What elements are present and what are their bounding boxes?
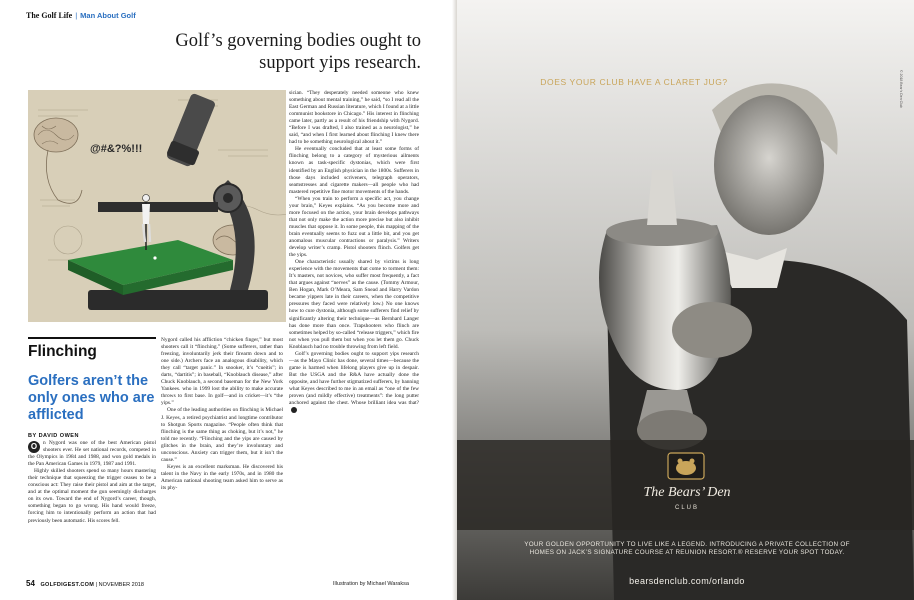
- brand-name: The Bears’ Den: [643, 485, 731, 500]
- ad-body-copy: YOUR GOLDEN OPPORTUNITY TO LIVE LIKE A LEGEND. INTRODUCING A PRIVATE COLLECTION OF HOMES ON JACK’S SIGNATURE COURSE AT REUNION RESORT.® RESERVE YOUR SPOT TODAY.: [524, 541, 850, 557]
- story-headline: Golfers aren’t the only ones who are afflicted: [28, 373, 155, 423]
- story-head: [28, 337, 156, 439]
- subsection-name: Man About Golf: [80, 11, 136, 20]
- paragraph: Nygord called his affliction “chicken finger,” but most shooters call it “flinching.” (Some sufferers, rather than freezing, involuntarily jerk their firearm down and to one side.) Archers face an analogous disability, which they call “target panic.” In snooker, it’s “cueitis”; in darts, “dartitis”; in baseball, “Knoblauch disease,” after Chuck Knoblauch, a second baseman for the New York Yankees. who in 1999 lost the ability to make accurate throws to first base. In golf—and in cricket—it’s “the yips.”: [161, 337, 283, 407]
- paragraph: “When you train to perform a specific act, you change your brain,” Keyes explains. “As you become more and more focused on the action, your brain develops pathways that not only make the action more precise but also inhibit muscles that oppose it. In some people, this mapping of the brain eventually seems to fuzz out a little bit, and you get anomalous muscular contractions or paralysis.” Writers develop writer’s cramp. Pistol shooters flinch. Golfers get the yips.: [289, 195, 419, 259]
- ad-url[interactable]: bearsdenclub.com/orlando: [629, 576, 745, 586]
- paragraph: O n Nygord was one of the best American pistol shooters ever. He set national records, competed in the Olympics in 1984 and 1988, and won gold medals in the Pan American Games in 1979, 1987 and 1991.: [28, 440, 156, 468]
- article-deck: Golf’s governing bodies ought to support yips research.: [175, 31, 421, 73]
- bear-logo-icon: [667, 452, 705, 480]
- article-column-2: [161, 337, 283, 492]
- paragraph: Golf’s governing bodies ought to support yips research—as the Mayo Clinic has done, several times—because the game is harmed when lifelong players give up in despair. But the USGA and the R&A have actually done the opposite, and have further stigmatized sufferers, by banning what Keyes described to me in an email as “one of the few proven (and mildly effective) treatments”: the long putter anchored against the chest. Whose brilliant idea was that?: [289, 351, 419, 415]
- illustration-credit: Illustration by Michael Waraksa: [333, 581, 409, 587]
- article-column-1: [28, 440, 156, 525]
- end-mark-icon: [291, 407, 297, 413]
- photo-credit: © 2018 Bear’s Den Club: [899, 70, 903, 108]
- paragraph: Highly skilled shooters spend so many hours mastering their technique that squeezing the trigger ceases to be a conscious act: They raise their pistol and aim at the target, and at the optimal moment the gun seemingly discharges on its own. Toward the end of Nygord’s career, though, something began to go wrong. His hand would freeze, forcing him to intentionally perform an action that had previously been automatic. His scores fell.: [28, 468, 156, 524]
- article-column-3: [289, 90, 419, 414]
- page-number: 54: [26, 579, 35, 588]
- paragraph: sician. “They desperately needed someone who knew something about mental training,” he said, “so I read all the East German and Russian literature, which I found at a little communist bookstore in Chicago.” His interest in flinching came later, partly as a result of his friendship with Nygord. “Before I was drafted, I also trained as a neurologist,” he said, “and when I first learned about flinching I knew there had to be something neurological about it.”: [289, 90, 419, 146]
- paragraph: He eventually concluded that at least some forms of flinching belong to a category of mysterious ailments known as task-specific dystonias, which were first identified by an English physician in the 1800s. Sufferers in those days included scriveners, telegraph operators, seamstresses and cigarette makers—all people who had mastered repetitive fine motor movements of the hands.: [289, 146, 419, 195]
- folio-issue: NOVEMBER 2018: [98, 582, 144, 588]
- section-header: [26, 11, 136, 20]
- microscope-golfer-illustration: [28, 90, 286, 322]
- brand-club: CLUB: [674, 505, 699, 511]
- dropcap: O: [28, 441, 40, 453]
- advertisement-page: [457, 0, 914, 600]
- header-divider: |: [75, 11, 78, 20]
- paragraph: One of the leading authorities on flinching is Michael J. Keyes, a retired psychiatrist and longtime contributor to Shotgun Sports magazine. “People often think that flinching is the same thing as choking, but it’s not,” he told me recently. “Flinching and the yips are caused by glitches in the brain, and they’re involuntary and unconscious. Anxiety can trigger them, but it isn’t the cause.”: [161, 407, 283, 463]
- story-byline: BY DAVID OWEN: [28, 433, 79, 439]
- ad-question: DOES YOUR CLUB HAVE A CLARET JUG?: [540, 77, 728, 87]
- section-name: The Golf Life: [26, 11, 73, 20]
- paragraph: Keyes is an excellent marksman. He discovered his talent in the Navy in the early 1970s, and in 1980 the American national shooting team asked him to serve as its phy-: [161, 463, 283, 491]
- article-illustration: [28, 90, 286, 322]
- folio-site: GOLFDIGEST.COM: [40, 582, 95, 588]
- folio-divider: |: [95, 582, 99, 588]
- paragraph: One characteristic usually shared by victims is long experience with the movements that come to torment them: It’s masters, not novices, who suffer most frequently, a fact that argues against “nerves” as the cause. (Tommy Armour, Ben Hogan, Mark O’Meara, Sam Snead and Harry Vardon became yippers late in their careers, when the competitive pressures they faced were relatively low.) No one knows how to cure dystonia, although some sufferers find relief by significantly altering their technique—as Bernhard Langer has done more than once. Trapshooters who flinch are sometimes helped by so-called “release triggers,” which fire not when you pull them but when you let them go. Chuck Knoblauch had no trouble throwing from left field.: [289, 259, 419, 350]
- doodle-text: @#&?%!!!: [90, 143, 143, 155]
- page-folio: [26, 579, 144, 588]
- story-kicker: Flinching: [28, 337, 156, 361]
